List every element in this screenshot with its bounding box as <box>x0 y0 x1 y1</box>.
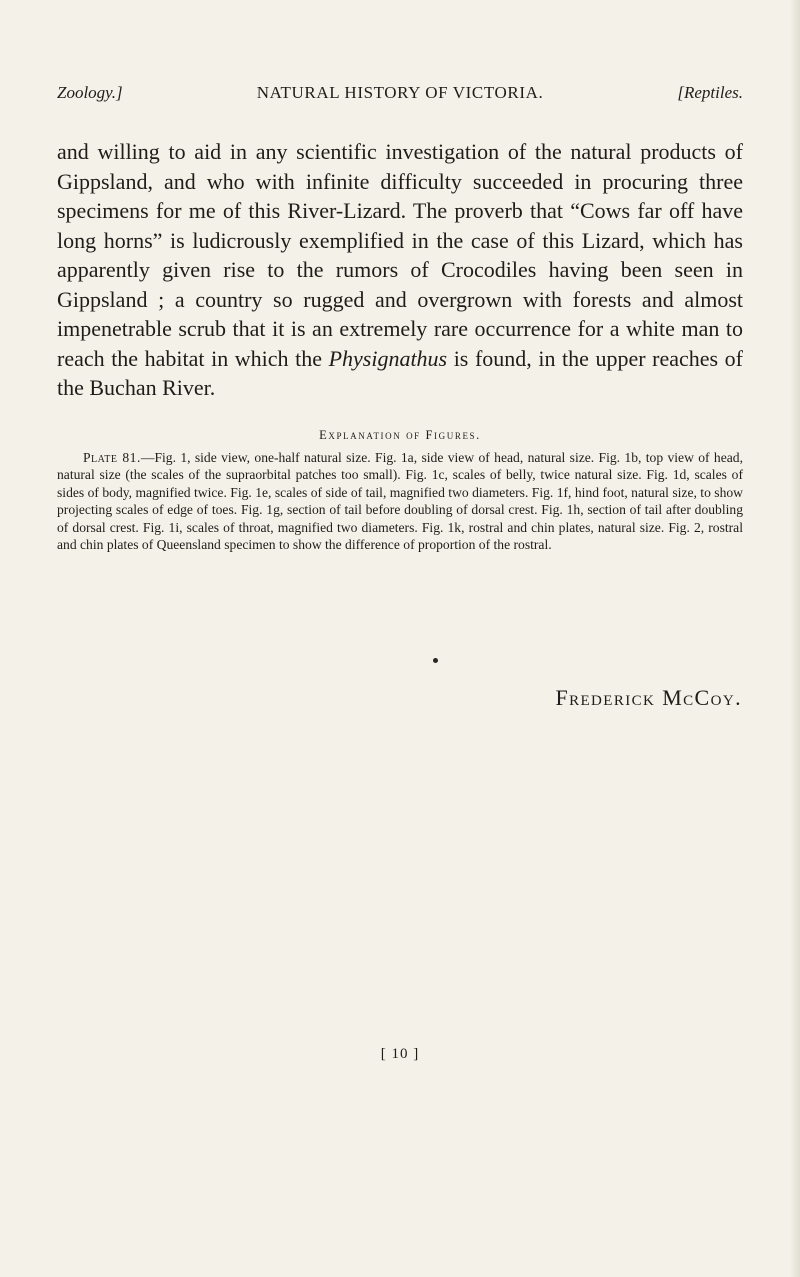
body-text-part1: and willing to aid in any scientific investigation of the natural products of Gippsland, and who with infinite difficulty succeeded in procuring three specimens for me of this River-Lizard. The proverb that “Cows far off have long horns” is ludicrously exemplified in the case of this Lizard, which has apparently given rise to the rumors of Crocodiles having been seen in Gippsland ; a country so rugged and overgrown with forests and almost impenetrable scrub that it is an extremely rare occurrence for a white man to reach the habitat in which the <box>57 139 743 371</box>
explanation-paragraph <box>57 449 743 553</box>
explanation-heading: Explanation of Figures. <box>319 428 481 442</box>
header-subject: Zoology.] <box>57 83 123 102</box>
running-header <box>57 80 743 106</box>
header-title: NATURAL HISTORY OF VICTORIA. <box>256 83 544 102</box>
printer-dot <box>433 658 438 663</box>
header-section: [Reptiles. <box>677 83 743 102</box>
genus-name: Physignathus <box>328 345 448 371</box>
body-text-part2: is found, in the upper reaches of the Buchan River. <box>57 345 743 400</box>
page-number: [ 10 ] <box>380 1046 420 1062</box>
author-signature: Frederick McCoy. <box>555 685 742 710</box>
plate-label: Plate 81. <box>83 450 141 465</box>
body-paragraph <box>57 137 743 403</box>
explanation-text: —Fig. 1, side view, one-half natural size. Fig. 1a, side view of head, natural size. Fig. 1b, top view of head, natural size (the scales of the supraorbital patches too small). Fig. 1c, scales of belly, twice natural size. Fig. 1d, scales of sides of body, magnified twice. Fig. 1e, scales of side of tail, magnified two diameters. Fig. 1f, hind foot, natural size, to show projecting scales of edge of toes. Fig. 1g, section of tail before doubling of dorsal crest. Fig. 1h, section of tail after doubling of dorsal crest. Fig. 1i, scales of throat, magnified two diameters. Fig. 1k, rostral and chin plates, natural size. Fig. 2, rostral and chin plates of Queensland specimen to show the difference of proportion of the rostral. <box>57 450 743 553</box>
page-edge-shadow <box>790 0 800 1277</box>
